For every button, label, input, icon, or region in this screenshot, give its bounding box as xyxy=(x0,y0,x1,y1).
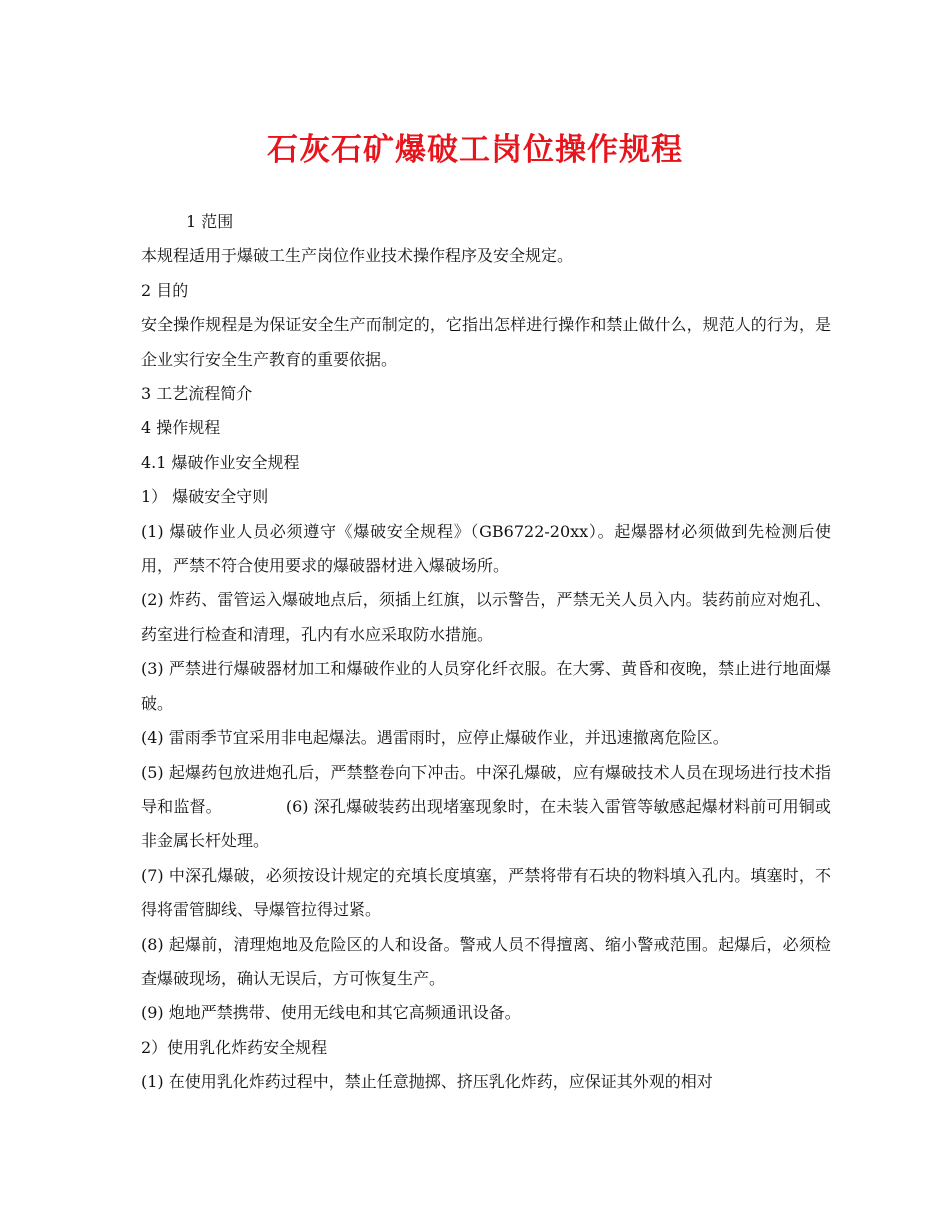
paragraph-scope: 本规程适用于爆破工生产岗位作业技术操作程序及安全规定。 xyxy=(141,246,574,266)
subsection-heading-emulsion: 2）使用乳化炸药安全规程 xyxy=(141,1037,328,1057)
rule-item-5-6 xyxy=(141,756,831,859)
section-heading-procedure: 4 操作规程 xyxy=(141,418,221,438)
paragraph-purpose: 安全操作规程是为保证安全生产而制定的，它指出怎样进行操作和禁止做什么，规范人的行为，是企业实行安全生产教育的重要依据。 xyxy=(141,315,831,369)
rule-item-4: (4) 雷雨季节宜采用非电起爆法。遇雷雨时，应停止爆破作业，并迅速撤离危险区。 xyxy=(141,728,729,748)
rule-item-1: (1) 爆破作业人员必须遵守《爆破安全规程》（GB6722-20xx）。起爆器材必须做到先检测后使用，严禁不符合使用要求的爆破器材进入爆破场所。 xyxy=(141,521,831,576)
rule-item-6: (6) 深孔爆破装药出现堵塞现象时，在未装入雷管等敏感起爆材料前可用铜或非金属长杆处理。 xyxy=(141,796,831,851)
rule-item-8: (8) 起爆前，清理炮地及危险区的人和设备。警戒人员不得擅离、缩小警戒范围。起爆后，必须检查爆破现场，确认无误后，方可恢复生产。 xyxy=(141,934,831,988)
subsection-heading-safety-rules: 1） 爆破安全守则 xyxy=(141,487,269,507)
document-title: 石灰石矿爆破工岗位操作规程 xyxy=(267,132,683,168)
rule-item-9: (9) 炮地严禁携带、使用无线电和其它高频通讯设备。 xyxy=(141,1003,521,1023)
document-body xyxy=(141,205,831,1100)
rule-item-7: (7) 中深孔爆破，必须按设计规定的充填长度填塞，严禁将带有石块的物料填入孔内。填塞时，不得将雷管脚线、导爆管拉得过紧。 xyxy=(141,865,831,920)
rule-item-2: (2) 炸药、雷管运入爆破地点后，须插上红旗，以示警告，严禁无关人员入内。装药前应对炮孔、药室进行检查和清理，孔内有水应采取防水措施。 xyxy=(141,590,831,644)
section-heading-scope: 1 范围 xyxy=(186,212,234,231)
section-heading-purpose: 2 目的 xyxy=(141,280,189,300)
section-heading-process: 3 工艺流程简介 xyxy=(141,384,253,404)
rule-item-5: (5) 起爆药包放进炮孔后，严禁整卷向下冲击。中深孔爆破，应有爆破技术人员在现场进行技术指导和监督。 xyxy=(141,762,831,816)
emulsion-rule-item-1: (1) 在使用乳化炸药过程中，禁止任意抛掷、挤压乳化炸药，应保证其外观的相对 xyxy=(141,1072,713,1092)
subsection-heading-blasting-safety: 4.1 爆破作业安全规程 xyxy=(141,452,300,472)
rule-item-3: (3) 严禁进行爆破器材加工和爆破作业的人员穿化纤衣服。在大雾、黄昏和夜晚，禁止进行地面爆破。 xyxy=(141,659,831,713)
